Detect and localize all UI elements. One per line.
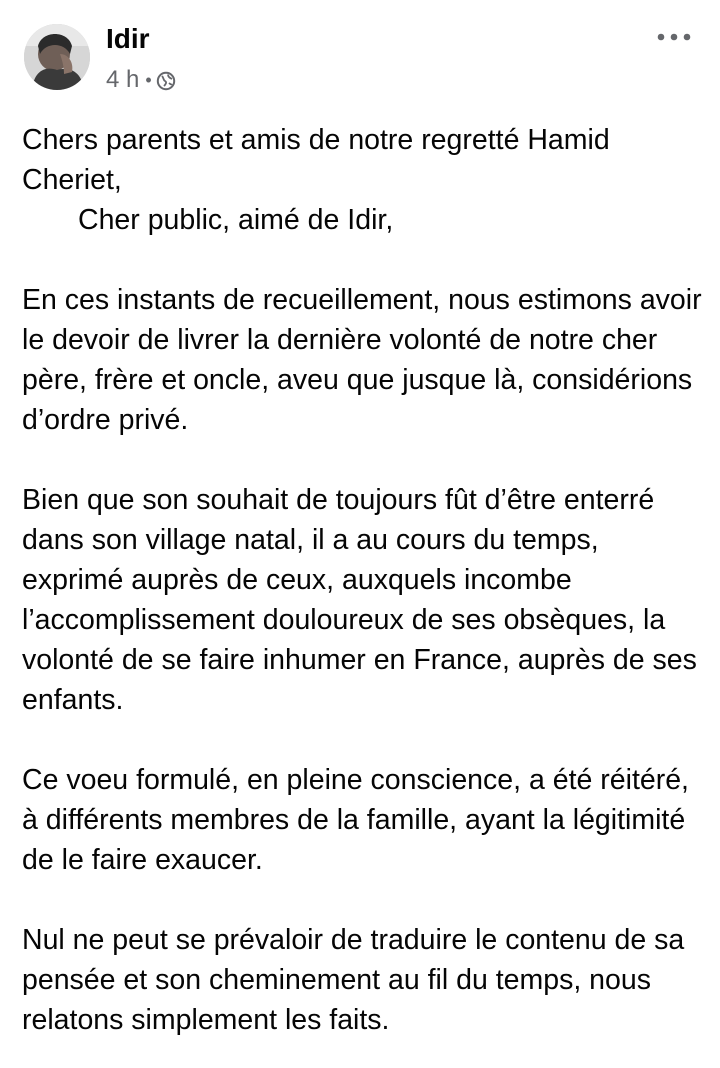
post-paragraph: En ces instants de recueillement, nous estimons avoir le devoir de livrer la dernière volonté de notre cher père, frère et oncle, aveu que jusque là, considérions d’ordre privé.: [22, 284, 702, 436]
post-paragraph: Nul ne peut se prévaloir de traduire le contenu de sa pensée et son cheminement au fil du temps, nous relatons simplement les faits.: [22, 924, 685, 1036]
greeting-line-1: Chers parents et amis de notre regretté Hamid Cheriet,: [22, 124, 610, 196]
post-meta: [106, 64, 176, 96]
more-options-button[interactable]: [652, 24, 696, 50]
post-paragraph-greeting: [22, 120, 706, 240]
more-options-icon: [657, 33, 691, 41]
greeting-line-2: Cher public, aimé de Idir,: [78, 204, 394, 236]
post-paragraph: Ce voeu formulé, en pleine conscience, a été réitéré, à différents membres de la famille, ayant la légitimité de le faire exaucer.: [22, 764, 689, 876]
post-paragraph: Bien que son souhait de toujours fût d’être enterré dans son village natal, il a au cours du temps, exprimé auprès de ceux, auxquels incombe l’accomplissement douloureux de ses obsèques, la volonté de se faire inhumer en France, auprès de ses enfants.: [22, 484, 697, 716]
post-text: [22, 120, 706, 1040]
meta-separator: •: [145, 69, 152, 90]
avatar[interactable]: [24, 24, 90, 90]
author-name[interactable]: Idir: [106, 23, 150, 54]
post-timestamp[interactable]: 4 h: [106, 66, 140, 93]
avatar-photo-icon: [24, 24, 90, 90]
globe-icon[interactable]: [156, 70, 176, 90]
post-header: [0, 0, 720, 110]
